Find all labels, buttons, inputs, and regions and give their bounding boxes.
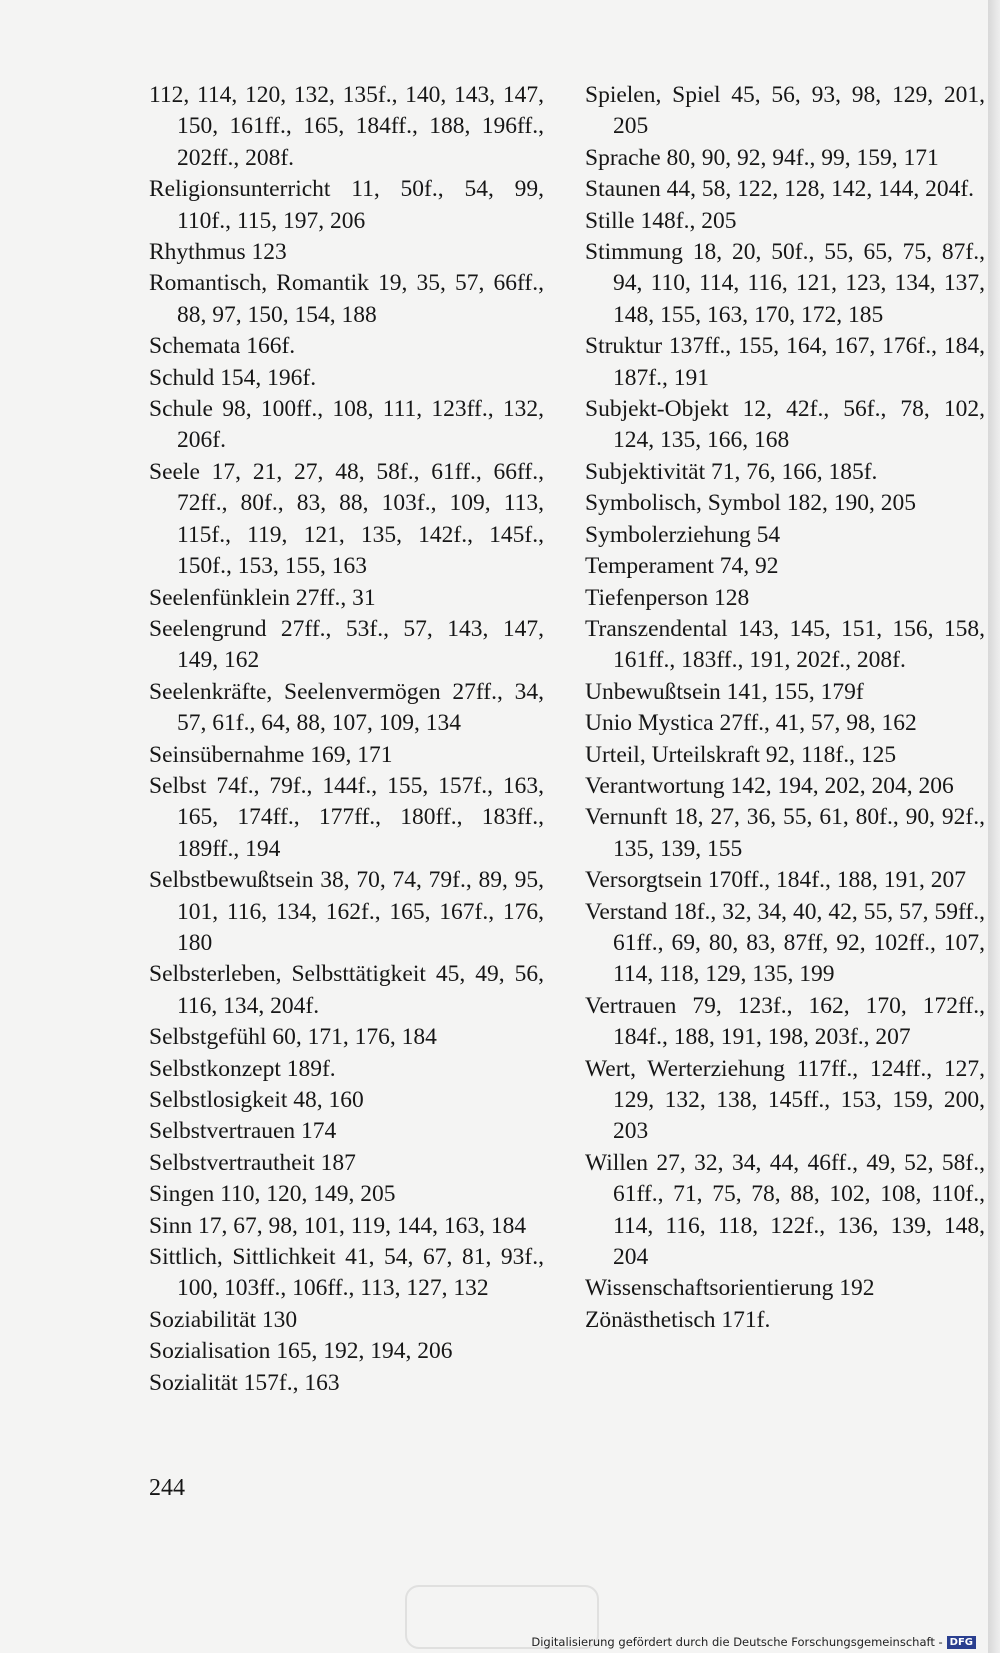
index-entry: Schuld 154, 196f. — [149, 364, 317, 391]
index-entry: Unio Mystica 27ff., 41, 57, 98, 162 — [585, 710, 917, 737]
index-entry: Tiefenperson 128 — [585, 584, 750, 611]
index-entry: Seelengrund 27ff., 53f., 57, 143, 147, 149, 162 — [149, 615, 544, 674]
index-entry: Rhythmus 123 — [149, 239, 287, 266]
index-entry: Sozialität 157f., 163 — [149, 1369, 340, 1396]
index-entry: Religionsunterricht 11, 50f., 54, 99, 110f., 115, 197, 206 — [149, 176, 544, 234]
index-entry: Seelenfünklein 27ff., 31 — [149, 584, 376, 611]
index-entry: Verstand 18f., 32, 34, 40, 42, 55, 57, 59ff., 61ff., 69, 80, 83, 87ff, 92, 102ff., 107, 114, 118, 129, 135, 199 — [585, 898, 985, 988]
index-entry: Sinn 17, 67, 98, 101, 119, 144, 163, 184 — [149, 1212, 527, 1239]
index-entry: Singen 110, 120, 149, 205 — [149, 1181, 396, 1208]
index-entry: Vertrauen 79, 123f., 162, 170, 172ff., 184f., 188, 191, 198, 203f., 207 — [585, 992, 985, 1051]
index-entry: Urteil, Urteilskraft 92, 118f., 125 — [585, 741, 897, 768]
index-entry: Wissenschaftsorientierung 192 — [585, 1275, 875, 1302]
index-entry: Verantwortung 142, 194, 202, 204, 206 — [585, 772, 954, 799]
index-entry: Zönästhetisch 171f. — [585, 1306, 771, 1333]
index-entry: 112, 114, 120, 132, 135f., 140, 143, 147, 150, 161ff., 165, 184ff., 188, 196ff., 202ff., 208f. — [149, 82, 544, 171]
index-entry: Selbstlosigkeit 48, 160 — [149, 1087, 364, 1113]
index-entry: Selbstvertrautheit 187 — [149, 1149, 356, 1176]
index-entry: Seelenkräfte, Seelenvermögen 27ff., 34, 57, 61f., 64, 88, 107, 109, 134 — [149, 678, 544, 737]
index-column-right — [585, 80, 985, 1336]
index-entry: Transzendental 143, 145, 151, 156, 158, 161ff., 183ff., 191, 202f., 208f. — [585, 615, 985, 674]
index-entry: Struktur 137ff., 155, 164, 167, 176f., 184, 187f., 191 — [585, 333, 985, 391]
index-entry: Soziabilität 130 — [149, 1306, 298, 1333]
index-entry: Stimmung 18, 20, 50f., 55, 65, 75, 87f., 94, 110, 114, 116, 121, 123, 134, 137, 148, 155, 163, 170, 172, 185 — [585, 239, 985, 328]
index-entry: Selbstbewußtsein 38, 70, 74, 79f., 89, 95, 101, 116, 134, 162f., 165, 167f., 176, 180 — [149, 867, 544, 956]
index-column-left — [149, 80, 544, 1399]
index-entry: Selbstkonzept 189f. — [149, 1055, 336, 1082]
index-entry: Staunen 44, 58, 122, 128, 142, 144, 204f. — [585, 176, 975, 203]
footer-text: Digitalisierung gefördert durch die Deutsche Forschungsgemeinschaft - — [531, 1635, 943, 1649]
index-entry: Sozialisation 165, 192, 194, 206 — [149, 1338, 453, 1365]
index-entry: Vernunft 18, 27, 36, 55, 61, 80f., 90, 92f., 135, 139, 155 — [585, 804, 985, 862]
index-entry: Symbolerziehung 54 — [585, 521, 781, 548]
index-entry: Spielen, Spiel 45, 56, 93, 98, 129, 201, 205 — [585, 82, 985, 140]
index-entry: Schule 98, 100ff., 108, 111, 123ff., 132, 206f. — [149, 396, 544, 454]
index-entry: Seinsübernahme 169, 171 — [149, 741, 393, 768]
index-entry: Selbstvertrauen 174 — [149, 1118, 337, 1145]
index-entry: Symbolisch, Symbol 182, 190, 205 — [585, 490, 916, 517]
page-edge — [988, 0, 1000, 1653]
index-entry: Temperament 74, 92 — [585, 553, 779, 580]
index-entry: Seele 17, 21, 27, 48, 58f., 61ff., 66ff., 72ff., 80f., 83, 88, 103f., 109, 113, 115f., 119, 121, 135, 142f., 145f., 150f., 153, 155, 163 — [149, 458, 544, 580]
index-entry: Selbstgefühl 60, 171, 176, 184 — [149, 1024, 437, 1051]
index-entry: Romantisch, Romantik 19, 35, 57, 66ff., 88, 97, 150, 154, 188 — [149, 270, 544, 328]
index-entry: Subjekt-Objekt 12, 42f., 56f., 78, 102, 124, 135, 166, 168 — [585, 396, 985, 454]
index-entry: Sprache 80, 90, 92, 94f., 99, 159, 171 — [585, 144, 939, 171]
dfg-logo: DFG — [947, 1636, 976, 1649]
index-entry: Unbewußtsein 141, 155, 179f — [585, 678, 864, 705]
digitization-footer — [531, 1635, 976, 1649]
index-entry: Versorgtsein 170ff., 184f., 188, 191, 207 — [585, 867, 966, 894]
page-number: 244 — [149, 1475, 185, 1501]
index-entry: Subjektivität 71, 76, 166, 185f. — [585, 458, 878, 485]
index-entry: Stille 148f., 205 — [585, 207, 737, 234]
index-entry: Willen 27, 32, 34, 44, 46ff., 49, 52, 58f., 61ff., 71, 75, 78, 88, 102, 108, 110f., 114, 116, 118, 122f., 136, 139, 148, 204 — [585, 1149, 985, 1271]
index-entry: Sittlich, Sittlichkeit 41, 54, 67, 81, 93f., 100, 103ff., 106ff., 113, 127, 132 — [149, 1244, 544, 1302]
index-entry: Selbst 74f., 79f., 144f., 155, 157f., 163, 165, 174ff., 177ff., 180ff., 183ff., 189ff., 194 — [149, 772, 544, 862]
index-entry: Schemata 166f. — [149, 333, 296, 360]
index-entry: Wert, Werterziehung 117ff., 124ff., 127, 129, 132, 138, 145ff., 153, 159, 200, 203 — [585, 1055, 985, 1145]
index-entry: Selbsterleben, Selbsttätigkeit 45, 49, 56, 116, 134, 204f. — [149, 961, 544, 1019]
